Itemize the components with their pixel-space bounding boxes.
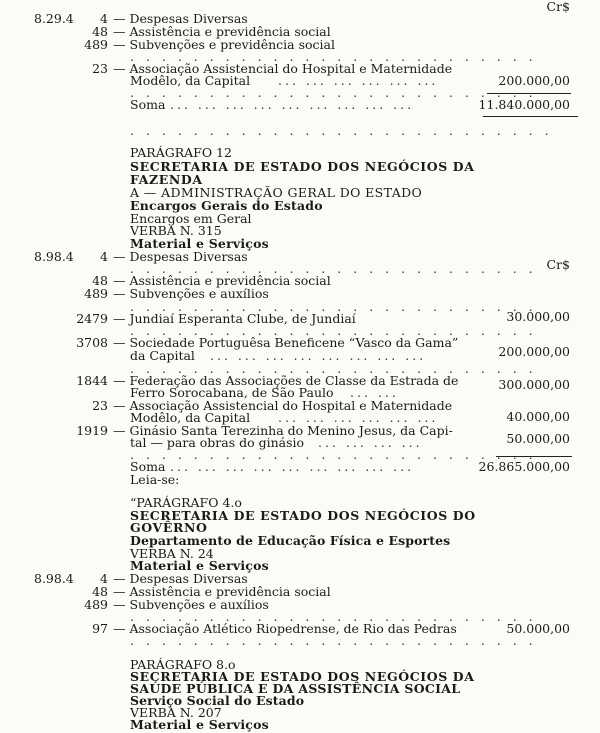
verba-heading: VERBA N. 207 — [130, 705, 222, 720]
soma-amount: 26.865.000,00 — [478, 459, 570, 474]
soma-label: Soma — [130, 459, 166, 474]
item-text: da Capital — [130, 348, 195, 363]
item-text: Ferro Sorocabana, de São Paulo — [130, 385, 334, 400]
item-number: 3708 — [76, 335, 108, 350]
leia-se-label: Leia-se: — [130, 472, 180, 487]
sum-rule — [487, 93, 571, 94]
subheading: Encargos Gerais do Estado — [130, 198, 323, 213]
paragraph-heading: PARÁGRAFO 8.o — [130, 657, 236, 672]
item-number: 1919 — [76, 423, 108, 438]
dot-leader: . . . . . . . . . . . . . . . . . . . . . . . . . . — [130, 633, 537, 648]
paragraph-heading: “PARÁGRAFO 4.o — [130, 495, 242, 510]
item-number: 97 — [92, 621, 108, 636]
item-number: 489 — [84, 286, 108, 301]
total-rule — [483, 116, 578, 117]
dot-leader: . . . . . . . . . . . . . . . . . . . . . . . . . . — [130, 323, 537, 338]
item-text: — Assistência e previdência social — [113, 273, 331, 288]
item-text: tal — para obras do ginásio — [130, 435, 305, 450]
item-number: 2479 — [76, 311, 108, 326]
dot-leader: . . . . . . . . . . . . . . . . . . . . . . . . . . — [130, 609, 537, 624]
amount: 30.000,00 — [506, 309, 570, 324]
dot-leader: . . . . . . . . . . . . . . . . . . . . . . . . . . — [130, 361, 537, 376]
item-text: Modêlo, da Capital — [130, 410, 251, 425]
sum-rule — [496, 456, 572, 457]
item-number: 489 — [84, 37, 108, 52]
item-text: — Associação Atlético Riopedrense, de Rio das Pedras — [113, 621, 457, 636]
amount: 50.000,00 — [506, 431, 570, 446]
material-heading: Material e Serviços — [130, 717, 269, 732]
secretaria-heading-cont: FAZENDA — [130, 172, 203, 187]
item-text: — Federação das Associações de Classe da Estrada de — [113, 373, 459, 388]
secretaria-heading: SECRETARIA DE ESTADO DOS NEGÓCIOS DO — [130, 508, 476, 523]
dot-leader: . . . . . . . . . . . . . . . . . . . . . . . . . . . — [130, 123, 553, 138]
currency-header: Cr$ — [546, 257, 570, 272]
dot-leader: ... ... ... ... ... ... — [278, 410, 439, 425]
secretaria-heading: SECRETARIA DE ESTADO DOS NEGÓCIOS DA — [130, 669, 475, 684]
department-heading: Departamento de Educação Física e Esportes — [130, 533, 451, 548]
amount: 50.000,00 — [506, 621, 570, 636]
material-heading: Material e Serviços — [130, 558, 269, 573]
item-text: — Ginásio Santa Terezinha do Menino Jesus, da Capi- — [113, 423, 453, 438]
item-number: 23 — [92, 61, 108, 76]
item-text: — Subvenções e previdência social — [113, 37, 335, 52]
item-text: — Subvenções e auxílios — [113, 286, 269, 301]
dot-leader: . . . . . . . . . . . . . . . . . . . . . . . . . . — [130, 447, 537, 462]
dot-leader: ... ... ... ... ... ... — [278, 73, 439, 88]
service-heading: Serviço Social do Estado — [130, 693, 305, 708]
amount: 200.000,00 — [498, 344, 570, 359]
item-number: 48 — [92, 584, 108, 599]
item-number: 1844 — [76, 373, 108, 388]
dot-leader: ... ... ... ... ... ... ... ... — [210, 348, 427, 363]
dot-leader: ... ... ... ... — [318, 435, 423, 450]
paragraph-heading: PARÁGRAFO 12 — [130, 145, 232, 160]
dot-leader: ... ... ... ... ... ... ... ... ... — [170, 459, 415, 474]
administration-heading: A — ADMINISTRAÇÃO GERAL DO ESTADO — [130, 185, 423, 200]
item-text: — Assistência e previdência social — [113, 584, 331, 599]
dot-leader: ... ... — [350, 385, 399, 400]
soma-label: Soma — [130, 97, 166, 112]
dot-leader: . . . . . . . . . . . . . . . . . . . . . . . . . . — [130, 299, 537, 314]
secretaria-heading-cont: SAÚDE PÚBLICA E DA ASSISTÊNCIA SOCIAL — [130, 681, 461, 696]
item-text: — Despesas Diversas — [113, 571, 248, 586]
item-text: Modêlo, da Capital — [130, 73, 251, 88]
budget-code: 8.29.4 — [34, 11, 74, 26]
item-text: — Associação Assistencial do Hospital e Maternidade — [113, 61, 453, 76]
dot-leader: . . . . . . . . . . . . . . . . . . . . . . . . . . — [130, 261, 537, 276]
secretaria-heading: SECRETARIA DE ESTADO DOS NEGÓCIOS DA — [130, 159, 475, 174]
verba-heading: VERBA N. 24 — [130, 546, 214, 561]
item-number: 4 — [100, 571, 108, 586]
item-text: — Jundiaí Esperanta Clube, de Jundiaí — [113, 311, 356, 326]
item-text: — Sociedade Portuguêsa Beneficene “Vasco da Gama” — [113, 335, 459, 350]
item-number: 23 — [92, 398, 108, 413]
budget-code: 8.98.4 — [34, 571, 74, 586]
dot-leader: . . . . . . . . . . . . . . . . . . . . . . . . . . — [130, 85, 537, 100]
item-text: — Assistência e previdência social — [113, 24, 331, 39]
item-text: — Despesas Diversas — [113, 249, 248, 264]
budget-code: 8.98.4 — [34, 249, 74, 264]
item-text: — Associação Assistencial do Hospital e Maternidade — [113, 398, 453, 413]
material-heading: Material e Serviços — [130, 236, 269, 251]
verba-heading: VERBA N. 315 — [130, 223, 222, 238]
dot-leader: . . . . . . . . . . . . . . . . . . . . . . . . . . — [130, 49, 537, 64]
item-number: 489 — [84, 597, 108, 612]
currency-header: Cr$ — [546, 0, 570, 14]
item-number: 48 — [92, 273, 108, 288]
item-text: — Despesas Diversas — [113, 11, 248, 26]
soma-amount: 11.840.000,00 — [478, 97, 570, 112]
amount: 40.000,00 — [506, 409, 570, 424]
item-number: 4 — [100, 11, 108, 26]
item-text: — Subvenções e auxílios — [113, 597, 269, 612]
amount: 300.000,00 — [498, 377, 570, 392]
dot-leader: ... ... ... ... ... ... ... ... ... — [170, 97, 415, 112]
item-number: 4 — [100, 249, 108, 264]
item-number: 48 — [92, 24, 108, 39]
secretaria-heading-cont: GOVÊRNO — [130, 520, 208, 535]
amount: 200.000,00 — [498, 73, 570, 88]
subheading: Encargos em Geral — [130, 211, 252, 226]
